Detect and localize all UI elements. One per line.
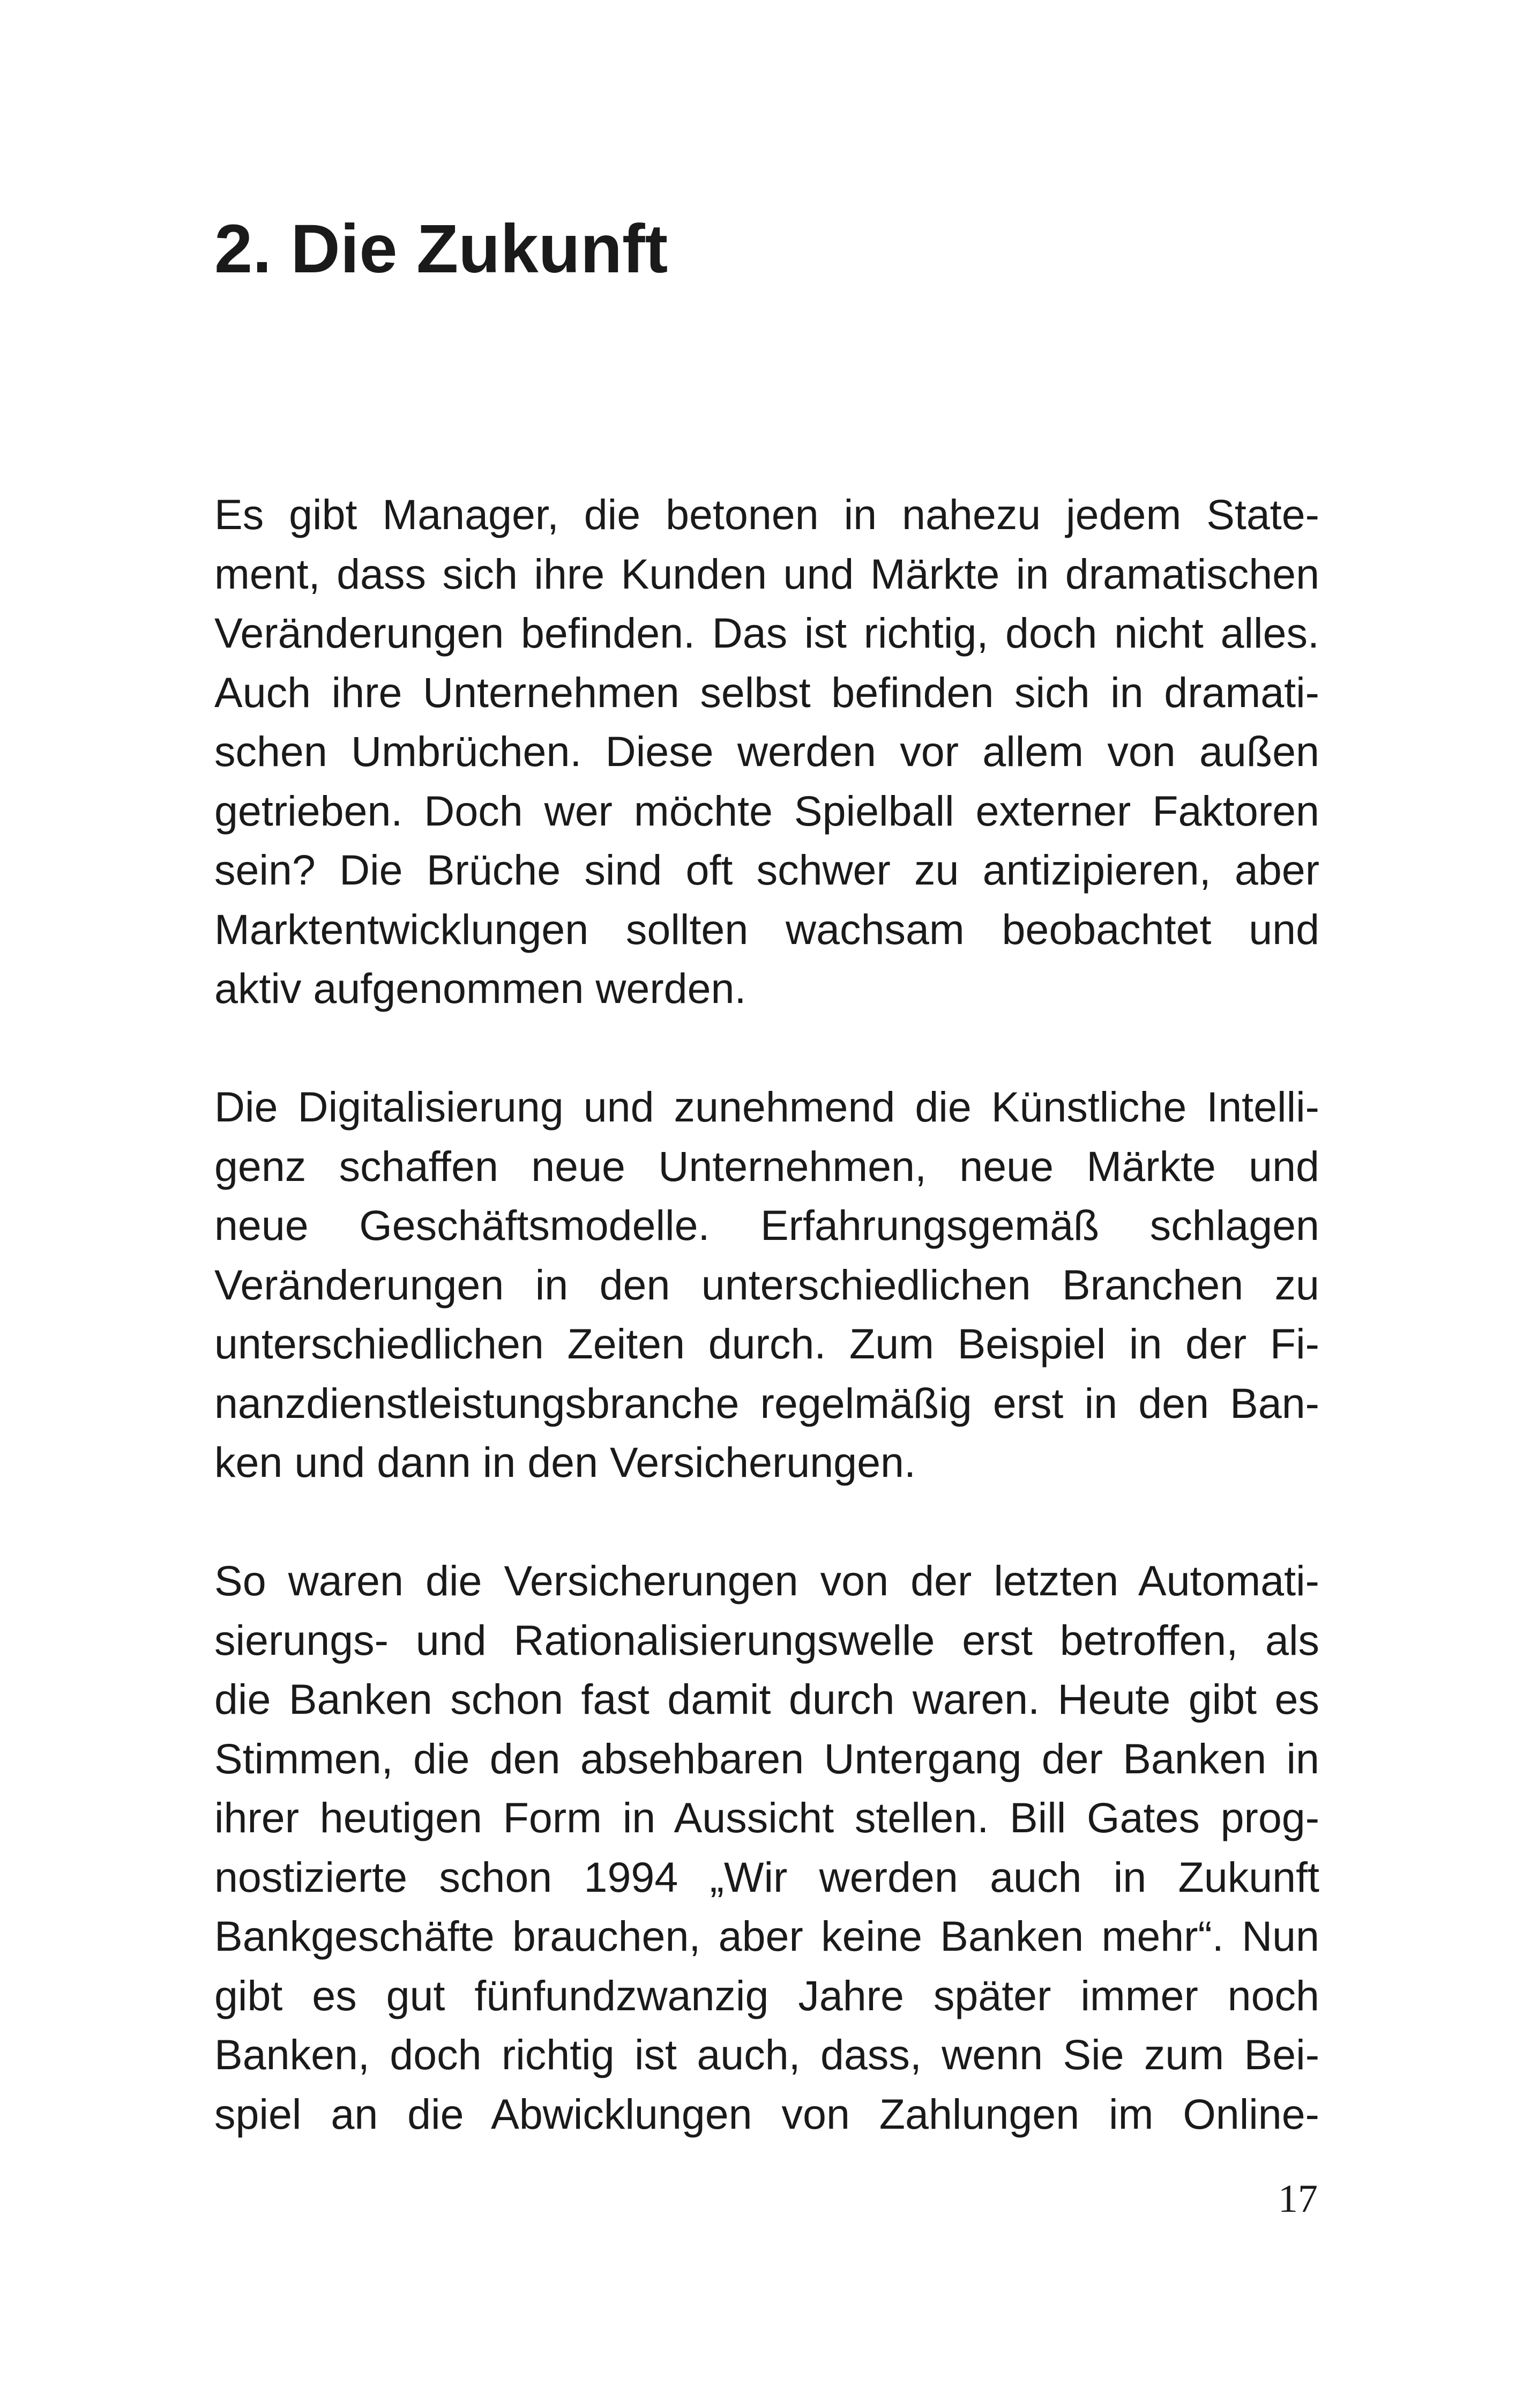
text-line: unterschiedlichen Zeiten durch. Zum Beispiel in der Fi- — [214, 1320, 1319, 1367]
text-line: ihrer heutigen Form in Aussicht stellen. Bill Gates prog- — [214, 1794, 1319, 1841]
text-line: die Banken schon fast damit durch waren. Heute gibt es — [214, 1675, 1319, 1723]
text-line: Veränderungen befinden. Das ist richtig, doch nicht alles. — [214, 609, 1319, 657]
text-line: sierungs- und Rationalisierungswelle erst betroffen, als — [214, 1616, 1319, 1664]
text-line: ment, dass sich ihre Kunden und Märkte in dramatischen — [214, 549, 1319, 598]
paragraph — [214, 1077, 1319, 1492]
text-line: spiel an die Abwicklungen von Zahlungen im Online- — [214, 2090, 1319, 2138]
paragraph — [214, 1551, 1319, 2144]
text-line: Auch ihre Unternehmen selbst befinden sich in dramati- — [214, 668, 1319, 716]
text-line: Banken, doch richtig ist auch, dass, wenn Sie zum Bei- — [214, 2031, 1319, 2078]
text-line: Stimmen, die den absehbaren Untergang der Banken in — [214, 1734, 1319, 1782]
text-line: Bankgeschäfte brauchen, aber keine Banken mehr“. Nun — [214, 1912, 1319, 1960]
text-line: ken und dann in den Versicherungen. — [214, 1438, 916, 1486]
text-line: nostizierte schon 1994 „Wir werden auch in Zukunft — [214, 1853, 1319, 1901]
text-line: So waren die Versicherungen von der letzten Automati- — [214, 1557, 1319, 1604]
page-number: 17 — [1278, 2177, 1318, 2221]
text-line: gibt es gut fünfundzwanzig Jahre später immer noch — [214, 1971, 1319, 2019]
text-line: Die Digitalisierung und zunehmend die Künstliche Intelli- — [214, 1083, 1319, 1131]
text-line: Marktentwicklungen sollten wachsam beobachtet und — [214, 905, 1319, 953]
paragraph — [214, 485, 1319, 1019]
text-line: neue Geschäftsmodelle. Erfahrungsgemäß schlagen — [214, 1201, 1319, 1249]
text-line: nanzdienstleistungsbranche regelmäßig erst in den Ban- — [214, 1379, 1319, 1427]
text-line: sein? Die Brüche sind oft schwer zu antizipieren, aber — [214, 846, 1319, 894]
text-line: getrieben. Doch wer möchte Spielball externer Faktoren — [214, 786, 1319, 835]
text-line: aktiv aufgenommen werden. — [214, 964, 746, 1012]
text-line: schen Umbrüchen. Diese werden vor allem von außen — [214, 727, 1319, 775]
text-line: genz schaffen neue Unternehmen, neue Märkte und — [214, 1142, 1319, 1190]
text-line: Es gibt Manager, die betonen in nahezu jedem State- — [214, 490, 1319, 538]
body-text — [214, 485, 1319, 2203]
chapter-title: 2. Die Zukunft — [214, 211, 668, 287]
text-line: Veränderungen in den unterschiedlichen Branchen zu — [214, 1260, 1319, 1309]
